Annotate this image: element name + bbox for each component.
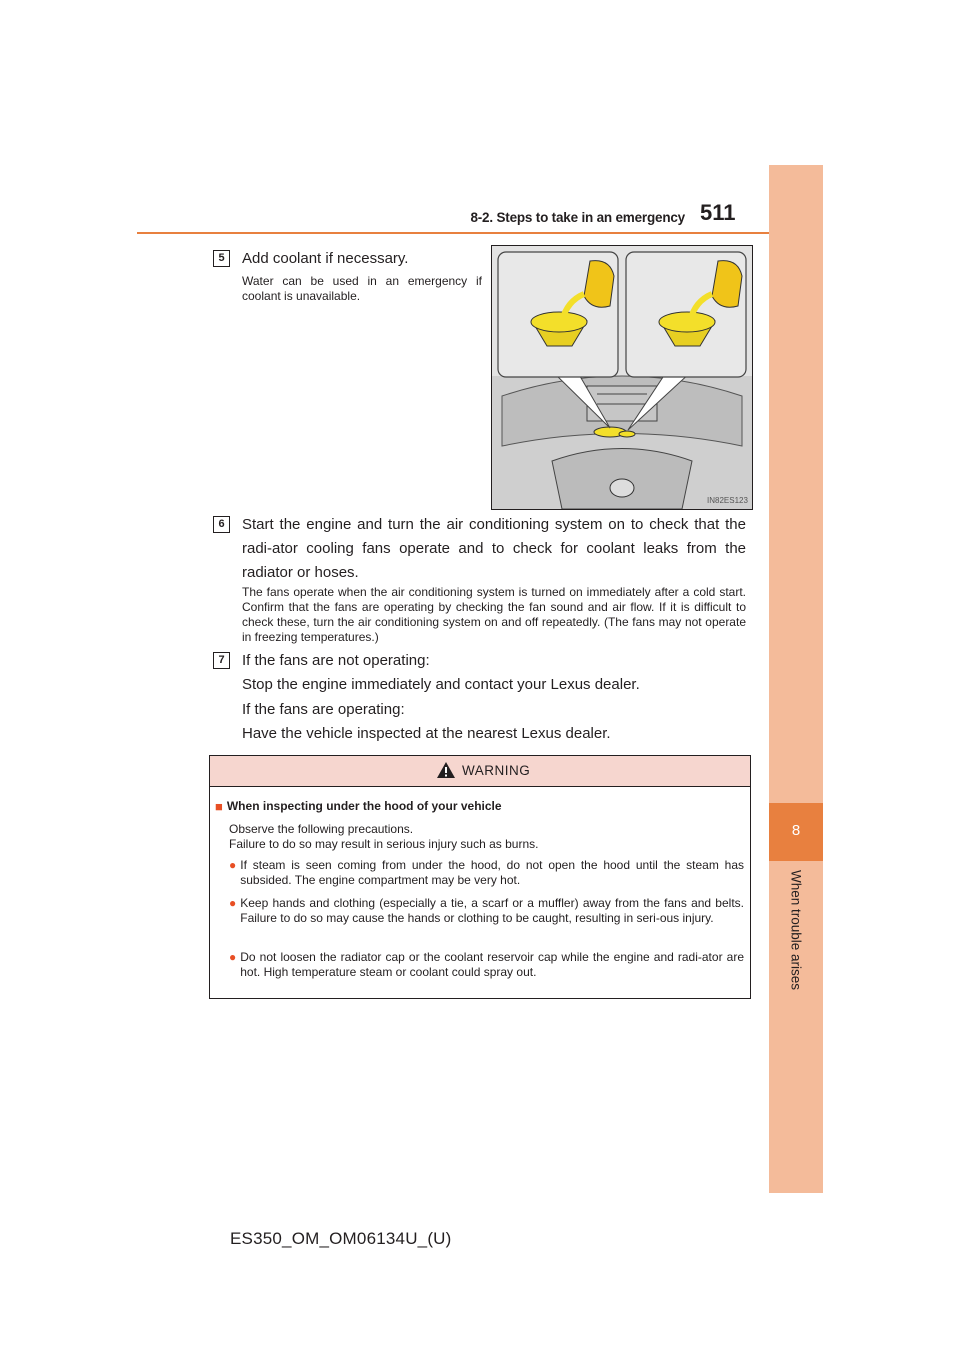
warning-title: WARNING	[462, 763, 531, 778]
step-number-6: 6	[213, 516, 230, 533]
step-5-note: Water can be used in an emergency if coolant is unavailable.	[242, 274, 482, 303]
warning-bullet-1	[229, 858, 744, 888]
warning-box	[209, 755, 751, 999]
chapter-label: When trouble arises	[788, 869, 804, 991]
warning-header	[210, 756, 750, 787]
step-number-5: 5	[213, 250, 230, 267]
bullet-dot-icon: ●	[229, 896, 237, 910]
step-7-line-1: If the fans are not operating:	[242, 652, 430, 669]
step-6-title: Start the engine and turn the air conditioning system on to check that the radi-ator cooling fans operate and to check for coolant leaks from the radiator or hoses.	[242, 516, 746, 581]
figure-code: IN82ES123	[707, 496, 748, 505]
step-5-title: Add coolant if necessary.	[242, 250, 409, 267]
document-code: ES350_OM_OM06134U_(U)	[230, 1229, 452, 1248]
coolant-illustration	[491, 245, 753, 510]
warning-heading-row	[215, 799, 502, 814]
warning-triangle-icon	[436, 761, 456, 779]
warning-intro-2: Failure to do so may result in serious injury such as burns.	[229, 837, 539, 851]
step-number-7: 7	[213, 652, 230, 669]
step-7-line-4: Have the vehicle inspected at the nearest Lexus dealer.	[242, 725, 611, 742]
warning-bullet-3	[229, 950, 744, 980]
warning-bullet-2-text: Keep hands and clothing (especially a tie, a scarf or a muffler) away from the fans and belts. Failure to do so may cause the hands or clothing to be caught, resulting in seri-ous injury.	[240, 896, 744, 925]
step-6-note: The fans operate when the air conditioning system is turned on immediately after a cold start. Confirm that the fans are operating by checking the fan sound and air flow. If it is difficult to check these, turn the air conditioning system on and off repeatedly. (The fans may not operate in freezing temperatures.)	[242, 585, 746, 644]
page-number: 511	[700, 200, 736, 225]
bullet-dot-icon: ●	[229, 950, 237, 964]
warning-heading: When inspecting under the hood of your vehicle	[226, 799, 502, 813]
warning-bullet-1-text: If steam is seen coming from under the hood, do not open the hood until the steam has subsided. The engine compartment may be very hot.	[240, 858, 744, 887]
warning-bullet-3-text: Do not loosen the radiator cap or the coolant reservoir cap while the engine and radi-ator are hot. High temperature steam or coolant could spray out.	[240, 950, 744, 979]
warning-bullet-2	[229, 896, 744, 926]
coolant-pour-figure	[492, 246, 752, 509]
bullet-dot-icon: ●	[229, 858, 237, 872]
chapter-number: 8	[791, 822, 801, 839]
square-bullet-icon: ■	[215, 799, 223, 814]
section-title: 8-2. Steps to take in an emergency	[470, 210, 685, 225]
chapter-sidebar	[769, 165, 823, 1193]
step-7-line-3: If the fans are operating:	[242, 701, 405, 718]
header-rule	[137, 232, 823, 234]
warning-intro-1: Observe the following precautions.	[229, 822, 414, 836]
step-7-line-2: Stop the engine immediately and contact your Lexus dealer.	[242, 676, 640, 693]
